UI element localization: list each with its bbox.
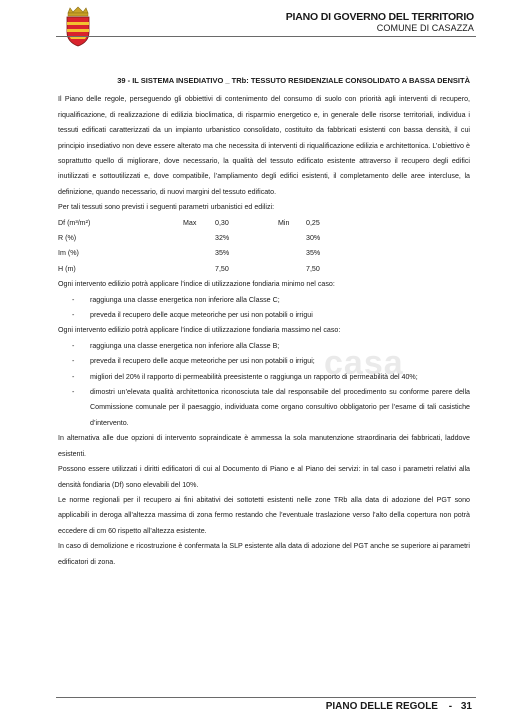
list-item-text: preveda il recupero delle acque meteoriche per usi non potabili o irrigui xyxy=(90,311,313,320)
min-value: 7,50 xyxy=(306,264,320,273)
max-value: 32% xyxy=(215,234,230,243)
page-footer xyxy=(326,701,472,712)
min-label: Min xyxy=(278,218,290,227)
parameter-row xyxy=(58,216,470,231)
max-value: 7,50 xyxy=(215,264,229,273)
footer-separator: - xyxy=(448,701,453,712)
list-item xyxy=(58,385,470,431)
intro-paragraph: Il Piano delle regole, perseguendo gli obbiettivi di contenimento del consumo di suolo con priorità agli interventi di recupero, riqualificazione, di realizzazione di edilizia bioclimatica, di risparmio energetico e, in generale delle risorse territoriali, individua i tessuti edificati caratterizzati da un impianto urbanistico consolidato, costituito da fabbricati esistenti con bassa densità, il cui principio insediativo non deve essere alterato ma che necessita di interventi di riqualificazione edilizia e architettonica. L’obiettivo è soprattutto quello di migliorare, dove necessario, la qualità del tessuto edificato esistente attraverso il recupero degli edifici inutilizzati e sottoutilizzati e, dove compatibile, l’ampliamento degli edifici esistenti, il completamento delle aree intercluse, la definizione, quando necessario, di nuovi margini del tessuto edificato. xyxy=(58,95,470,196)
document-body xyxy=(58,73,470,570)
section-title: 39 - IL SISTEMA INSEDIATIVO _ TRb: TESSUTO RESIDENZIALE CONSOLIDATO A BASSA DENSITÀ xyxy=(117,76,470,85)
min-value: 35% xyxy=(306,249,321,258)
parameter-name: Im (%) xyxy=(58,249,79,258)
dash-bullet: - xyxy=(72,372,75,381)
list-item xyxy=(58,293,470,308)
list-item-text: raggiunga una classe energetica non inferiore alla Classe B; xyxy=(90,341,280,350)
parameter-name: Df (m³/m²) xyxy=(58,218,91,227)
parameter-row xyxy=(58,231,470,246)
params-intro: Per tali tessuti sono previsti i seguenti parametri urbanistici ed edilizi: xyxy=(58,203,275,212)
list-item-text: migliori del 20% il rapporto di permeabilità preesistente o raggiunga un rapporto di permeabilità del 40%; xyxy=(90,372,418,381)
municipal-coat-of-arms-icon xyxy=(64,6,92,48)
dash-bullet: - xyxy=(72,295,75,304)
page-number: 31 xyxy=(460,701,472,712)
list-item xyxy=(58,354,470,369)
list-item xyxy=(58,308,470,323)
dash-bullet: - xyxy=(72,311,75,320)
header-title: PIANO DI GOVERNO DEL TERRITORIO xyxy=(285,11,474,23)
list-item-text: preveda il recupero delle acque meteoriche per usi non potabili o irrigui; xyxy=(90,357,315,366)
max-value: 0,30 xyxy=(215,218,229,227)
list-item-text: dimostri un’elevata qualità architettonica riconosciuta tale dal responsabile del procedimento su conforme parere della Commissione comunale per il paesaggio, individuata come organo consultivo obbligatorio per l’esame di tali casistiche d’intervento. xyxy=(90,388,470,427)
header-divider xyxy=(56,36,476,37)
header-subtitle: COMUNE DI CASAZZA xyxy=(376,23,474,33)
parameter-name: H (m) xyxy=(58,264,76,273)
max-index-intro: Ogni intervento edilizio potrà applicare l’indice di utilizzazione fondiaria massimo nel caso: xyxy=(58,326,341,335)
min-index-intro: Ogni intervento edilizio potrà applicare l’indice di utilizzazione fondiaria minimo nel caso: xyxy=(58,280,335,289)
list-item-text: raggiunga una classe energetica non inferiore alla Classe C; xyxy=(90,295,280,304)
watermark: casa xyxy=(324,344,404,382)
closing-paragraph: In alternativa alle due opzioni di intervento sopraindicate è ammessa la sola manutenzione straordinaria dei fabbricati, laddove esistenti. xyxy=(58,434,470,458)
parameter-row xyxy=(58,246,470,261)
parameter-row xyxy=(58,262,470,277)
closing-paragraph: Le norme regionali per il recupero ai fini abitativi dei sottotetti esistenti nelle zone TRb alla data di adozione del PGT sono applicabili in deroga all’altezza massima di zona fermo restando che l’eventuale traslazione verso l’alto della copertura non potrà eccedere di cm 60 rispetto all’altezza esistente. xyxy=(58,495,470,535)
dash-bullet: - xyxy=(72,388,75,397)
parameters-table xyxy=(58,216,470,278)
dash-bullet: - xyxy=(72,341,75,350)
list-item xyxy=(58,370,470,385)
dash-bullet: - xyxy=(72,357,75,366)
max-value: 35% xyxy=(215,249,230,258)
footer-divider xyxy=(56,697,476,698)
list-item xyxy=(58,339,470,354)
min-value: 30% xyxy=(306,234,321,243)
closing-paragraph: Possono essere utilizzati i diritti edificatori di cui al Documento di Piano e al Piano dei servizi: in tal caso i parametri relativi alla densità fondiaria (Df) sono elevabili del 10%. xyxy=(58,465,470,489)
closing-paragraph: In caso di demolizione e ricostruzione è confermata la SLP esistente alla data di adozione del PGT anche se superiore ai parametri edificatori di zona. xyxy=(58,542,470,566)
min-value: 0,25 xyxy=(306,218,320,227)
footer-label: PIANO DELLE REGOLE xyxy=(325,701,438,712)
max-label: Max xyxy=(183,218,197,227)
parameter-name: R (%) xyxy=(58,234,77,243)
